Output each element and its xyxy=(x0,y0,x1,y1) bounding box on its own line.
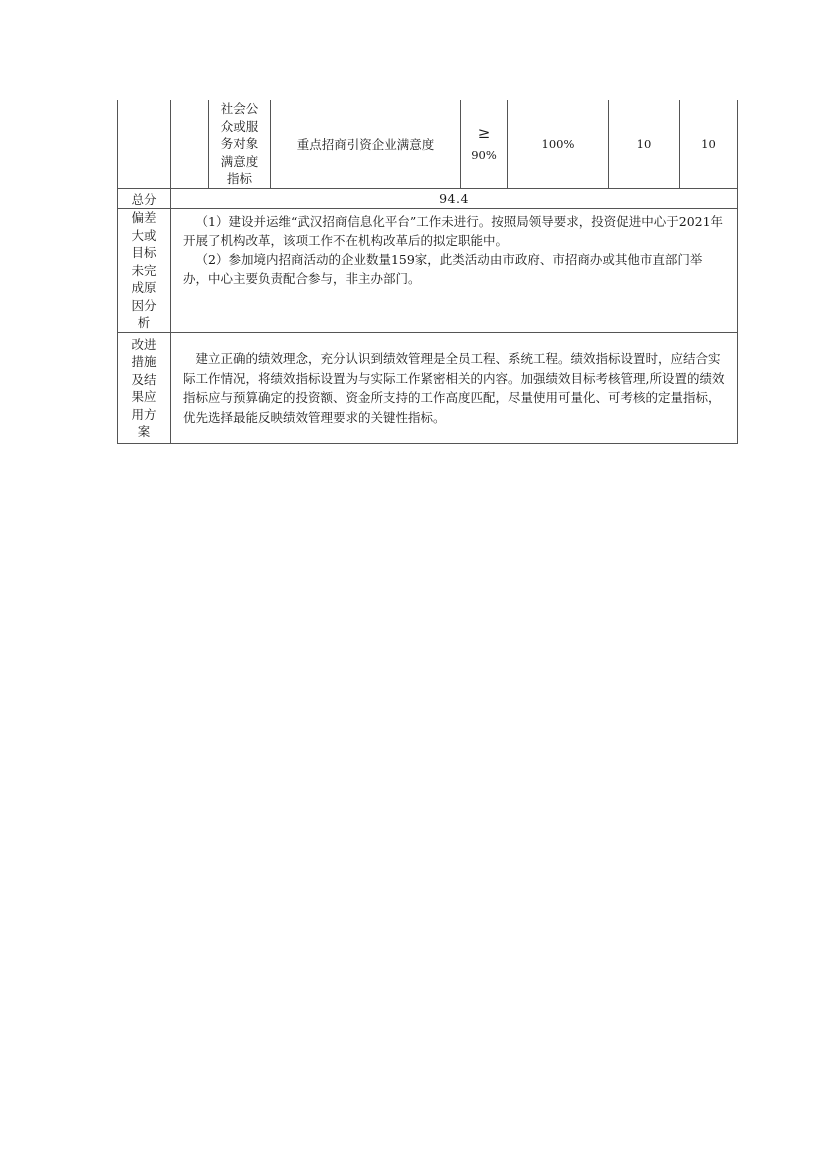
deviation-label-line: 因分 xyxy=(131,297,157,313)
deviation-content-cell xyxy=(171,209,738,333)
level1-empty-cell xyxy=(118,100,171,189)
deviation-paragraph-2: （2）参加境内招商活动的企业数量159家，此类活动由市政府、市招商办或其他市直部门举办，中心主要负责配合参与，非主办部门。 xyxy=(183,252,703,286)
improvement-label-line: 及结 xyxy=(131,371,157,387)
performance-evaluation-table xyxy=(117,100,738,444)
improvement-label-cell xyxy=(118,333,171,444)
total-value-cell xyxy=(171,189,738,209)
total-value: 94.4 xyxy=(439,191,469,206)
category-line: 社会公 xyxy=(220,101,259,117)
weight-cell xyxy=(609,100,680,189)
improvement-paragraph: 建立正确的绩效理念，充分认识到绩效管理是全员工程、系统工程。绩效指标设置时，应结合实际工作情况，将绩效指标设置为与实际工作紧密相关的内容。加强绩效目标考核管理,所设置的绩效指标应与预算确定的投资额、资金所支持的工作高度匹配，尽量使用可量化、可考核的定量指标，优先选择最能反映绩效管理要求的关键性指标。 xyxy=(183,351,725,425)
improvement-label-line: 改进 xyxy=(131,336,157,352)
total-label: 总分 xyxy=(131,191,157,207)
score-value: 10 xyxy=(701,137,716,151)
category-line: 众或服 xyxy=(220,118,259,134)
level2-empty-cell xyxy=(171,100,209,189)
total-score-row xyxy=(118,189,738,209)
performance-table-sheet xyxy=(117,100,737,444)
improvement-label-line: 措施 xyxy=(131,354,157,369)
target-value: 90% xyxy=(471,148,497,162)
target-symbol: ≥ xyxy=(477,124,491,142)
actual-value-cell xyxy=(508,100,609,189)
improvement-label-line: 用方 xyxy=(131,406,157,422)
deviation-label-line: 未完 xyxy=(131,262,157,278)
deviation-label-line: 成原 xyxy=(131,280,157,296)
category-line: 指标 xyxy=(226,171,252,187)
deviation-paragraph-1: （1）建设并运维“武汉招商信息化平台”工作未进行。按照局领导要求，投资促进中心于2021年开展了机构改革，该项工作不在机构改革后的拟定职能中。 xyxy=(183,214,724,248)
category-line: 满意度 xyxy=(220,153,259,169)
target-value-cell xyxy=(461,100,508,189)
improvement-content-cell xyxy=(171,333,738,444)
score-cell xyxy=(680,100,738,189)
deviation-label-line: 目标 xyxy=(131,245,157,261)
improvement-label-line: 果应 xyxy=(131,389,157,404)
indicator-name: 重点招商引资企业满意度 xyxy=(296,137,435,152)
satisfaction-indicator-row xyxy=(118,100,738,189)
improvement-label-line: 案 xyxy=(137,424,151,439)
deviation-analysis-row xyxy=(118,209,738,333)
improvement-measures-row xyxy=(118,333,738,444)
total-label-cell xyxy=(118,189,171,209)
deviation-label-line: 析 xyxy=(137,315,151,331)
indicator-name-cell xyxy=(271,100,461,189)
deviation-label-cell xyxy=(118,209,171,333)
deviation-label-line: 偏差 xyxy=(131,210,157,226)
weight-value: 10 xyxy=(636,137,652,151)
deviation-label-line: 大或 xyxy=(131,227,157,243)
actual-value: 100% xyxy=(541,137,575,151)
indicator-category-cell xyxy=(209,100,271,189)
category-line: 务对象 xyxy=(220,136,259,152)
